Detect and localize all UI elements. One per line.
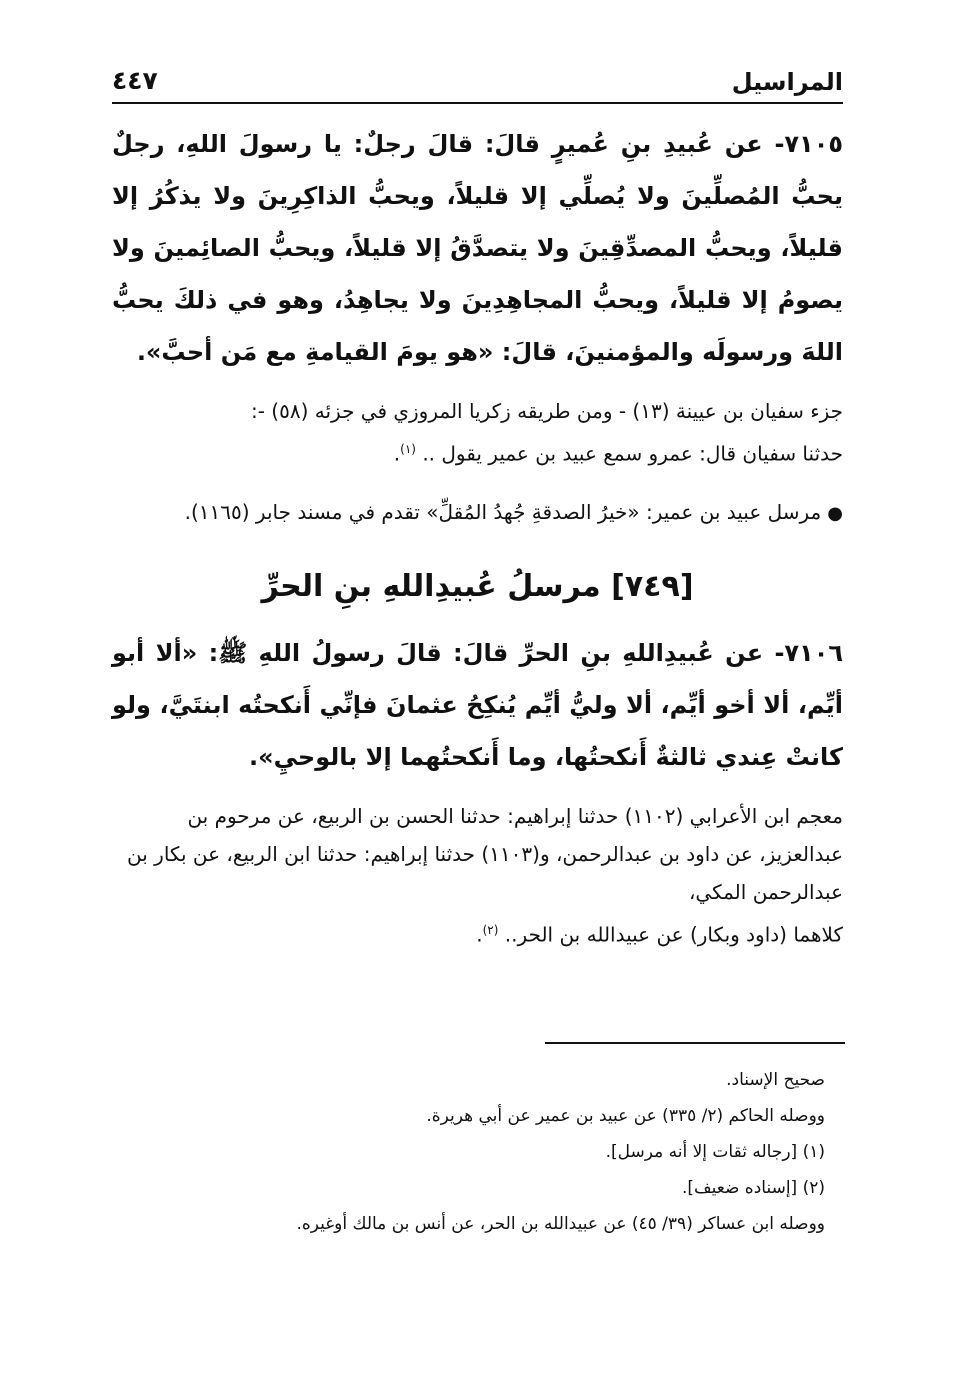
source-line-text: حدثنا سفيان قال: عمرو سمع عبيد بن عمير يقول .. <box>415 441 843 466</box>
source-paragraph-text: كلاهما (داود وبكار) عن عبيدالله بن الحر.. <box>498 922 843 947</box>
page-header <box>112 58 843 104</box>
cross-reference-note <box>112 495 843 531</box>
page-body <box>112 118 843 953</box>
footnote-ref: (١) <box>400 442 416 456</box>
footnote-line: (١) [رجاله ثقات إلا أنه مرسل]. <box>605 1142 825 1162</box>
footnotes <box>150 1062 825 1242</box>
source-line: جزء سفيان بن عيينة (١٣) - ومن طريقه زكريا المروزي في جزئه (٥٨) -: <box>250 399 843 423</box>
hadith-7105-source <box>112 392 843 473</box>
footnote-line: ووصله ابن عساكر (٣٩/ ٤٥) عن عبيدالله بن الحر، عن أنس بن مالك أوغيره. <box>296 1214 825 1234</box>
bullet-icon: ● <box>827 502 843 524</box>
footnote-ref: (٢) <box>482 922 499 937</box>
hadith-7105: ٧١٠٥- عن عُبيدِ بنِ عُميرٍ قالَ: قالَ رجلٌ: يا رسولَ اللهِ، رجلٌ يحبُّ المُصلِّينَ ولا يُصلِّي إلا قليلاً، ويحبُّ الذاكِرِينَ ولا يذكُرُ إلا قليلاً، ويحبُّ المصدِّقِينَ ولا يتصدَّقُ إلا قليلاً، ويحبُّ الصائِمينَ ولا يصومُ إلا قليلاً، ويحبُّ المجاهِدِينَ ولا يجاهِدُ، وهو في ذلكَ يحبُّ اللهَ ورسولَه والمؤمنينَ، قالَ: «هو يومَ القيامةِ مع مَن أحبَّ». <box>112 130 843 366</box>
footnote-divider <box>545 1042 845 1044</box>
section-heading: [٧٤٩] مرسلُ عُبيدِاللهِ بنِ الحرِّ <box>261 568 694 604</box>
hadith-7106: ٧١٠٦- عن عُبيدِاللهِ بنِ الحرِّ قالَ: قالَ رسولُ اللهِ ﷺ: «ألا أبو أيِّم، ألا أخو أيِّم، ألا وليُّ أيِّم يُنكِحُ عثمانَ فإنِّي أَنكحتُه ابنتَيَّ، ولو كانتْ عِندي ثالثةٌ أَنكحتُها، وما أَنكحتُهما إلا بالوحيِ». <box>112 638 843 771</box>
source-line: حدثنا سفيان قال: عمرو سمع عبيد بن عمير يقول .. $^{(١)}$. <box>393 441 843 466</box>
footnote-line: ووصله الحاكم (٢/ ٣٣٥) عن عبيد بن عمير عن أبي هريرة. <box>426 1106 825 1126</box>
source-paragraph: كلاهما (داود وبكار) عن عبيدالله بن الحر.. $^{(٢)}$. <box>476 922 843 947</box>
hadith-7106-source <box>112 797 843 954</box>
running-title: المراسيل <box>731 68 843 96</box>
page-number: ٤٤٧ <box>112 66 158 95</box>
footnote-line: صحيح الإسناد. <box>726 1070 825 1090</box>
footnote-line: (٢) [إسناده ضعيف]. <box>681 1178 825 1198</box>
cross-reference-text: مرسل عبيد بن عمير: «خيرُ الصدقةِ جُهدُ المُقلِّ» تقدم في مسند جابر (١١٦٥). <box>184 499 822 524</box>
source-paragraph: معجم ابن الأعرابي (١١٠٢) حدثنا إبراهيم: حدثنا الحسن بن الربيع، عن مرحوم بن عبدالعزيز، عن داود بن عبدالرحمن، و(١١٠٣) حدثنا إبراهيم: حدثنا ابن الربيع، عن بكار بن عبدالرحمن المكي، <box>127 803 843 904</box>
